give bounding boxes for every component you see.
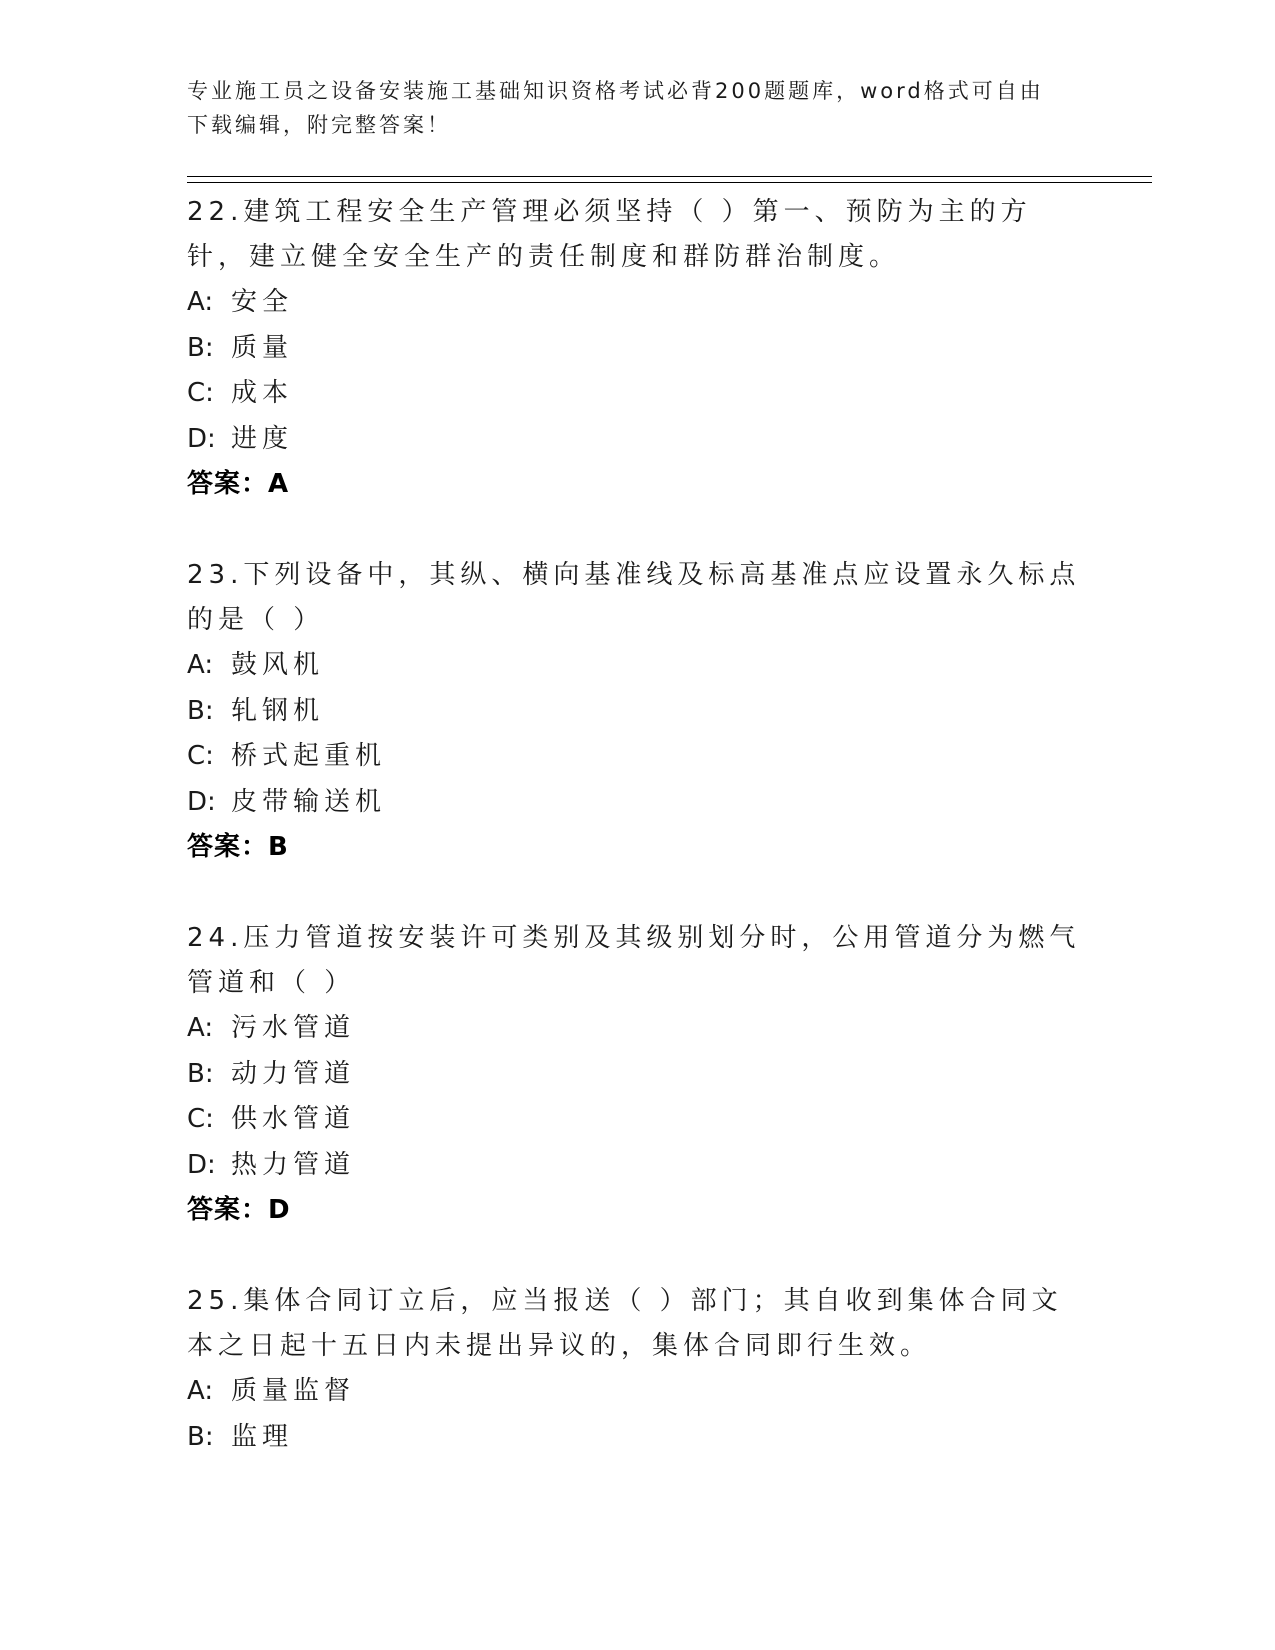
option-key: A: — [187, 287, 214, 317]
answer — [187, 1188, 1087, 1233]
option-key: D: — [187, 423, 216, 454]
option-key: A: — [187, 1013, 214, 1043]
question-24 — [187, 916, 1087, 1233]
question-text: 25.集体合同订立后，应当报送（ ）部门；其自收到集体合同文本之日起十五日内未提出异议的，集体合同即行生效。 — [187, 1286, 1063, 1361]
option-key: D: — [187, 786, 216, 817]
option-key: D: — [187, 1149, 216, 1180]
option-text: 轧钢机 — [231, 695, 325, 726]
option-text: 供水管道 — [231, 1104, 356, 1134]
option-key: B: — [187, 695, 214, 726]
answer-label: 答案： — [187, 1195, 269, 1225]
option-text: 动力管道 — [231, 1058, 356, 1089]
question-text: 23.下列设备中，其纵、横向基准线及标高基准点应设置永久标点的是（ ） — [187, 560, 1081, 635]
option-key: B: — [187, 1421, 214, 1452]
question-22 — [187, 190, 1087, 507]
option-text: 成本 — [231, 378, 294, 408]
option-a — [187, 643, 1087, 689]
option-d — [187, 780, 1087, 826]
option-key: A: — [187, 650, 214, 680]
answer — [187, 462, 1087, 507]
option-c — [187, 1097, 1087, 1143]
header-rule-top — [187, 176, 1152, 177]
option-a — [187, 1369, 1087, 1415]
document-header: 专业施工员之设备安装施工基础知识资格考试必背200题题库，word格式可自由下载编辑，附完整答案！ — [187, 79, 1044, 137]
header-rule-bottom — [187, 182, 1152, 183]
option-b — [187, 1052, 1087, 1098]
option-text: 皮带输送机 — [231, 786, 387, 817]
option-key: B: — [187, 1058, 214, 1089]
answer-value: B — [268, 832, 289, 862]
option-text: 进度 — [231, 423, 294, 454]
option-text: 桥式起重机 — [231, 741, 387, 771]
option-key: A: — [187, 1376, 214, 1406]
option-b — [187, 326, 1087, 372]
answer — [187, 825, 1087, 870]
question-25 — [187, 1279, 1087, 1460]
question-23 — [187, 553, 1087, 870]
option-text: 监理 — [231, 1421, 294, 1452]
option-b — [187, 1415, 1087, 1461]
answer-value: A — [268, 469, 290, 499]
option-text: 安全 — [231, 287, 294, 317]
answer-label: 答案： — [187, 469, 269, 499]
option-key: C: — [187, 1104, 214, 1134]
option-text: 热力管道 — [231, 1149, 356, 1180]
option-d — [187, 417, 1087, 463]
option-a — [187, 1006, 1087, 1052]
answer-label: 答案： — [187, 832, 269, 862]
question-text: 24.压力管道按安装许可类别及其级别划分时，公用管道分为燃气管道和（ ） — [187, 923, 1081, 998]
option-b — [187, 689, 1087, 735]
option-key: C: — [187, 741, 214, 771]
option-text: 质量 — [231, 332, 294, 363]
option-text: 污水管道 — [231, 1013, 356, 1043]
answer-value: D — [268, 1195, 291, 1225]
option-c — [187, 734, 1087, 780]
option-key: C: — [187, 378, 214, 408]
option-a — [187, 280, 1087, 326]
question-text: 22.建筑工程安全生产管理必须坚持（ ）第一、预防为主的方针，建立健全安全生产的责任制度和群防群治制度。 — [187, 197, 1032, 272]
question-list — [187, 190, 1087, 1506]
option-text: 鼓风机 — [231, 650, 325, 680]
option-c — [187, 371, 1087, 417]
option-d — [187, 1143, 1087, 1189]
option-text: 质量监督 — [231, 1376, 356, 1406]
option-key: B: — [187, 332, 214, 363]
